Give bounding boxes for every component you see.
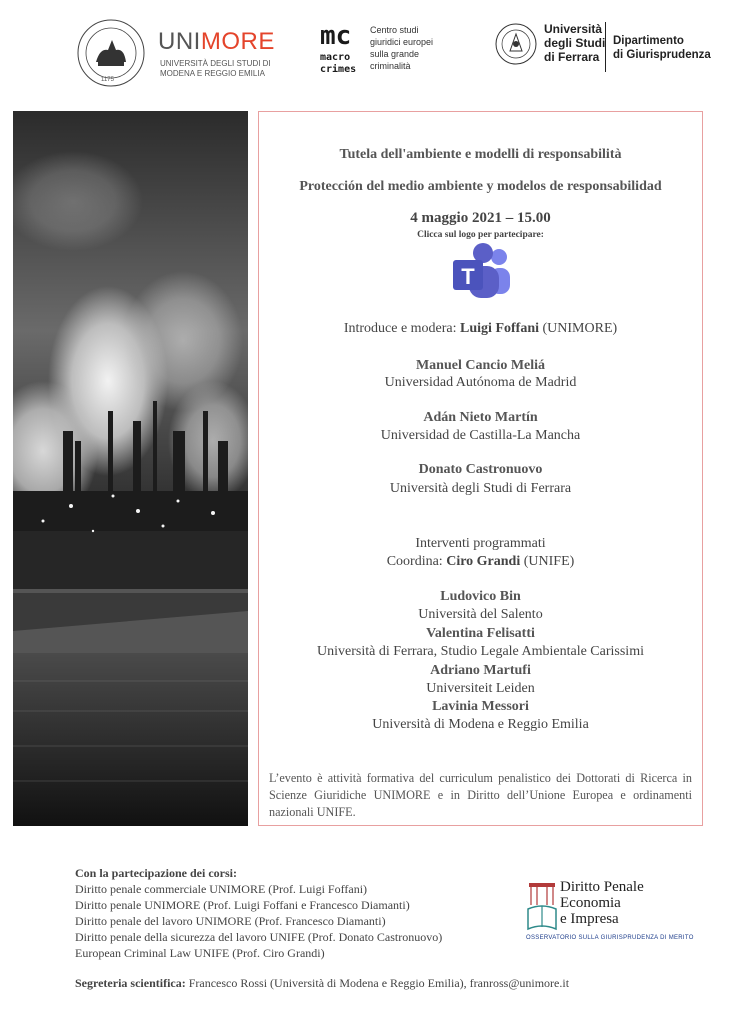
macrocrimes-logo	[320, 22, 460, 92]
unife-department: Dipartimento di Giurisprudenza	[613, 35, 711, 61]
discussant-2-affiliation: Università di Ferrara, Studio Legale Ambientale Carissimi	[317, 644, 644, 659]
dpei-name: Diritto Penale Economia e Impresa	[560, 879, 644, 927]
macrocrimes-description: Centro studi giuridici europei sulla grande criminalità	[370, 25, 434, 71]
discussant-3-name: Adriano Martufi	[430, 663, 531, 678]
unimore-subtitle: UNIVERSITÀ DEGLI STUDI DI MODENA E REGGIO EMILIA	[160, 59, 271, 78]
dpei-logo	[526, 877, 716, 947]
discussant-1-affiliation: Università del Salento	[418, 607, 543, 622]
training-note: L’evento è attività formativa del curriculum penalistico dei Dottorati di Ricerca in Scienze Giuridiche UNIMORE e in Diritto dell’Unione Europea e ordinamenti nazionali UNIFE.	[269, 771, 692, 819]
speaker-2-name: Adán Nieto Martín	[423, 410, 538, 425]
book-columns-icon	[526, 879, 558, 933]
speaker-1-affiliation: Universidad Autónoma de Madrid	[384, 375, 577, 390]
unife-name: Università degli Studi di Ferrara	[544, 22, 606, 64]
discussant-4-name: Lavinia Messori	[432, 699, 529, 714]
moderator-line: Introduce e modera: Luigi Foffani (UNIMORE)	[343, 321, 618, 336]
course-5: European Criminal Law UNIFE (Prof. Ciro Grandi)	[75, 946, 325, 960]
speaker-3-name: Donato Castronuovo	[418, 462, 543, 477]
discussant-2-name: Valentina Felisatti	[426, 626, 535, 641]
unife-divider	[605, 22, 606, 72]
course-4: Diritto penale della sicurezza del lavoro UNIFE (Prof. Donato Castronuovo)	[75, 930, 443, 944]
interventions-label: Interventi programmati	[415, 536, 546, 551]
scientific-secretariat: Segreteria scientifica: Francesco Rossi (Università di Modena e Reggio Emilia), franross@unimore.it	[75, 976, 570, 990]
macrocrimes-wordmark: macro crimes	[320, 52, 357, 75]
courses-heading: Con la partecipazione dei corsi:	[75, 866, 237, 880]
speaker-2-affiliation: Universidad de Castilla-La Mancha	[380, 428, 581, 443]
title-spanish: Protección del medio ambiente y modelos de responsabilidad	[299, 179, 662, 194]
title-italian: Tutela dell'ambiente e modelli di responsabilità	[339, 147, 622, 162]
speaker-1-name: Manuel Cancio Meliá	[415, 358, 546, 373]
course-3: Diritto penale del lavoro UNIMORE (Prof. Francesco Diamanti)	[75, 914, 386, 928]
unimore-seal-year: 1175	[101, 77, 114, 83]
click-instruction: Clicca sul logo per partecipare:	[417, 230, 544, 240]
discussant-4-affiliation: Università di Modena e Reggio Emilia	[372, 717, 589, 732]
unimore-logo	[76, 18, 276, 90]
event-program-box	[258, 111, 703, 826]
svg-text:T: T	[461, 264, 475, 289]
microsoft-teams-icon	[447, 242, 517, 306]
discussant-3-affiliation: Universiteit Leiden	[426, 681, 535, 696]
speaker-3-affiliation: Università degli Studi di Ferrara	[389, 481, 572, 496]
industrial-plant-photo	[13, 111, 248, 826]
unimore-name: UNIMORE	[158, 28, 275, 55]
unife-logo	[494, 16, 714, 88]
course-2: Diritto penale UNIMORE (Prof. Luigi Foffani e Francesco Diamanti)	[75, 898, 410, 912]
dpei-subtitle: OSSERVATORIO SULLA GIURISPRUDENZA DI MERITO	[526, 935, 694, 941]
coordinator-line: Coordina: Ciro Grandi (UNIFE)	[386, 554, 575, 569]
event-date: 4 maggio 2021 – 15.00	[410, 210, 551, 226]
teams-logo-button[interactable]	[447, 242, 517, 306]
course-1: Diritto penale commerciale UNIMORE (Prof. Luigi Foffani)	[75, 882, 368, 896]
macrocrimes-mark: mc	[320, 21, 352, 51]
discussant-1-name: Ludovico Bin	[440, 589, 521, 604]
